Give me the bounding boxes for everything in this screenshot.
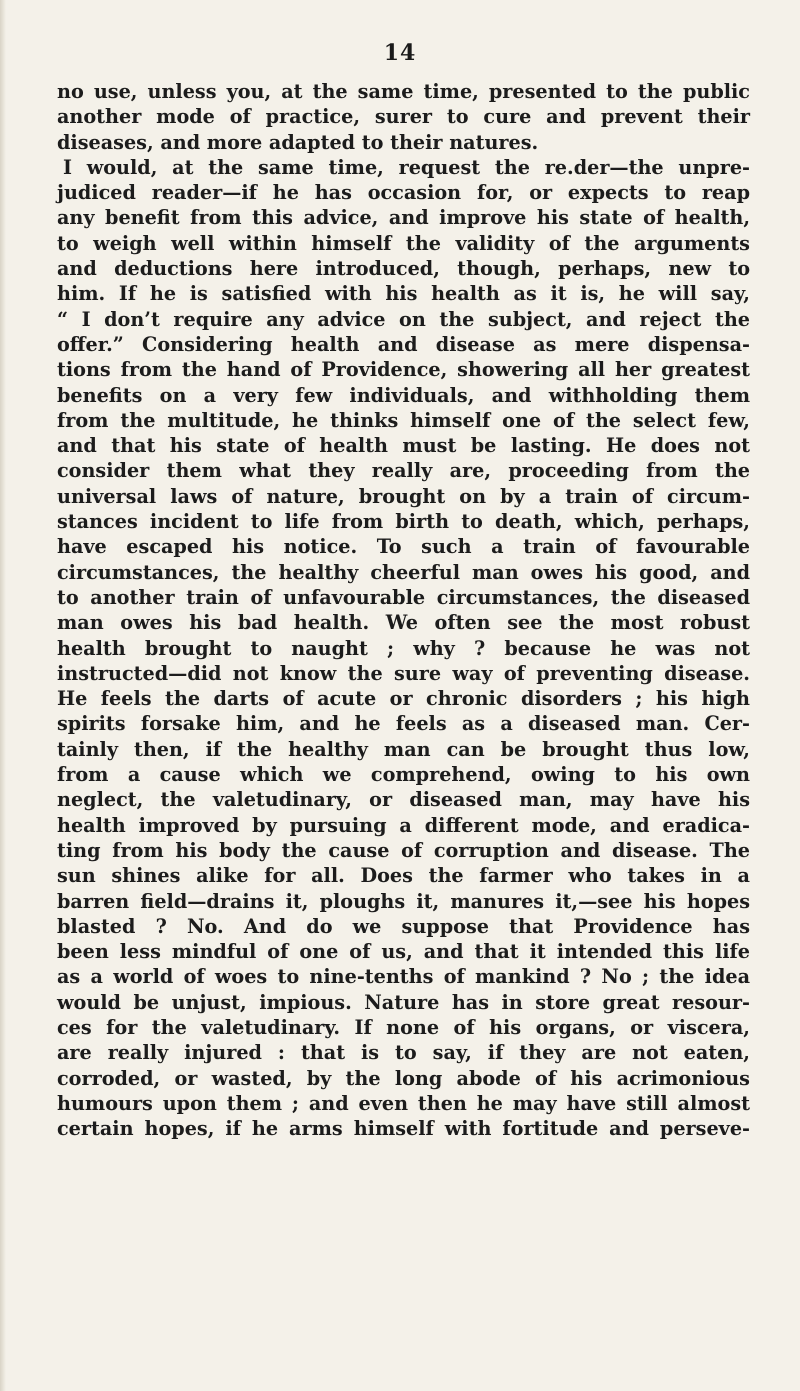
text-line: from a cause which we comprehend, owing to his own: [57, 763, 750, 787]
text-line: ces for the valetudinary. If none of his organs, or viscera,: [57, 1015, 750, 1039]
text-line: barren field—drains it, ploughs it, manures it,—see his hopes: [57, 889, 750, 913]
text-line: universal laws of nature, brought on by a train of circum-: [57, 484, 750, 508]
text-line: to another train of unfavourable circumstances, the diseased: [57, 585, 750, 609]
page-edge-shadow: [0, 0, 6, 1391]
text-line: “ I don’t require any advice on the subject, and reject the: [57, 307, 750, 331]
text-line: offer.” Considering health and disease as mere dispensa-: [57, 332, 750, 356]
text-line: benefits on a very few individuals, and withholding them: [57, 383, 750, 407]
text-line: spirits forsake him, and he feels as a diseased man. Cer-: [57, 712, 750, 736]
text-line: no use, unless you, at the same time, presented to the public: [57, 80, 750, 103]
text-line: and deductions here introduced, though, perhaps, new to: [57, 257, 750, 281]
text-line: stances incident to life from birth to death, which, perhaps,: [57, 510, 750, 534]
text-line: diseases, and more adapted to their natures.: [57, 130, 539, 154]
text-line: instructed—did not know the sure way of preventing disease.: [57, 661, 750, 685]
text-line: blasted ? No. And do we suppose that Providence has: [57, 914, 750, 938]
text-line: circumstances, the healthy cheerful man owes his good, and: [57, 560, 750, 584]
text-line: any benefit from this advice, and improve his state of health,: [57, 206, 750, 230]
text-line: have escaped his notice. To such a train of favourable: [57, 535, 750, 559]
text-line: consider them what they really are, proceeding from the: [57, 459, 750, 483]
text-line: him. If he is satisfied with his health as it is, he will say,: [57, 282, 750, 306]
text-line: judiced reader—if he has occasion for, or expects to reap: [57, 181, 750, 205]
text-line: from the multitude, he thinks himself one of the select few,: [57, 408, 750, 432]
text-line: health improved by pursuing a different mode, and eradica-: [57, 813, 750, 837]
text-line: would be unjust, impious. Nature has in store great resour-: [57, 990, 750, 1014]
text-line: humours upon them ; and even then he may have still almost: [57, 1091, 750, 1115]
text-line: another mode of practice, surer to cure and prevent their: [57, 105, 750, 129]
text-line: to weigh well within himself the validity of the arguments: [57, 231, 750, 255]
body-text: [57, 79, 750, 1141]
text-line: He feels the darts of acute or chronic disorders ; his high: [57, 687, 750, 711]
text-line: man owes his bad health. We often see the most robust: [57, 611, 750, 635]
text-line: corroded, or wasted, by the long abode of his acrimonious: [57, 1066, 750, 1090]
text-line: ting from his body the cause of corruption and disease. The: [57, 838, 750, 862]
text-line: are really injured : that is to say, if they are not eaten,: [57, 1041, 750, 1065]
text-line: tions from the hand of Providence, showering all her greatest: [57, 358, 750, 382]
text-line: as a world of woes to nine-tenths of mankind ? No ; the idea: [57, 965, 750, 989]
text-line: neglect, the valetudinary, or diseased man, may have his: [57, 788, 750, 812]
text-line: sun shines alike for all. Does the farmer who takes in a: [57, 864, 750, 888]
text-line: I would, at the same time, request the re.der—the unpre-: [63, 155, 750, 179]
text-line: tainly then, if the healthy man can be brought thus low,: [57, 737, 750, 761]
page-number: 14: [383, 40, 417, 66]
text-line: certain hopes, if he arms himself with fortitude and perseve-: [57, 1117, 750, 1141]
text-line: and that his state of health must be lasting. He does not: [57, 434, 750, 458]
text-line: been less mindful of one of us, and that it intended this life: [57, 940, 750, 964]
text-line: health brought to naught ; why ? because he was not: [57, 636, 750, 660]
